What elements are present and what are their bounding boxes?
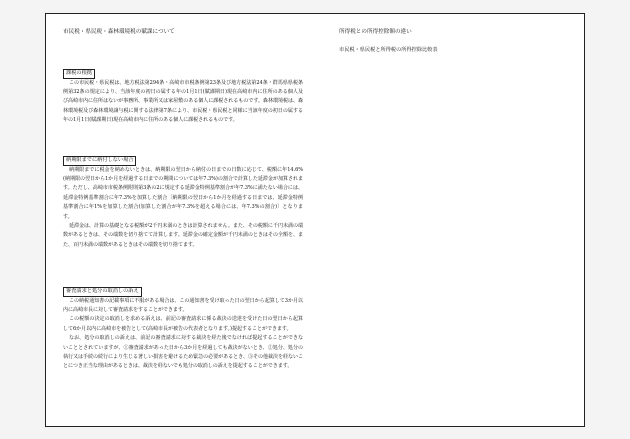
section-heading: 納期限までに納付しない場合: [63, 156, 136, 166]
left-column: [63, 28, 303, 370]
section-late-payment: [63, 146, 303, 250]
section-heading: 審査請求と処分の取消しの訴え: [63, 287, 142, 297]
document-page: [45, 13, 585, 427]
paragraph: この納税通知書の記載事項に不服がある場合は、この通知書を受け取った日の翌日から起算して3か月以内に高崎市長に対して審査請求をすることができます。: [63, 297, 303, 313]
section-tax-basis: [63, 59, 303, 126]
right-column: [339, 28, 569, 59]
right-title: 所得税との所得控除額の違い: [339, 29, 412, 35]
paragraph: この税額の決定の取消しを求める訴えは、前記の審査請求に係る裁決の送達を受けた日の翌日から起算して6か月以内に高崎市を被告として(高崎市長が被告の代表者となります。)提起することができます。: [63, 316, 303, 332]
paragraph: 延滞金は、計算の基礎となる税額が2千円未満のときは計算されません。また、その税額に千円未満の端数があるときは、その端数を切り捨てて計算します。延滞金の確定金額が千円未満のときはその全額を、また、百円未満の端数があるときはその端数を切り捨てます。: [63, 222, 303, 248]
comparison-table-title: 市民税・県民税と所得税の所得控除比較表: [339, 47, 438, 53]
paragraph: 納期限までに税金を納めないときは、納期限の翌日から納付の日までの日数に応じて、税額に年14.6%(納期限の翌日から1か月を経過する日までの期間については年7.3%)の割合で計算した延滞金が加算されます。ただし、高崎市市税条例附則第3条の2に規定する延滞金特例基準割合が年7.3%に満たない場合には、延滞金特例基準割合に年7.3%を加算した割合〔納期限の翌日から1か月を経過する日までは、延滞金特例基準割合に年1%を加算した割合(加算した割合が年7.3%を超える場合には、年7.3%の割合)〕となります。: [63, 166, 303, 220]
section-heading: 課税の根拠: [63, 69, 95, 79]
section-appeal: [63, 277, 303, 372]
paragraph: なお、処分の取消しの訴えは、前記の審査請求に対する裁決を経た後でなければ提起することができないこととされていますが、①審査請求があった日から3か月を経過しても裁決がないとき、②処分、処分の執行又は手続の続行により生じる著しい損害を避けるため緊急の必要があるとき、③その他裁決を経ないことにつき正当な理由があるときは、裁決を経ないでも処分の取消しの訴えを提起することができます。: [63, 335, 303, 370]
page-title: 市民税・県民税・森林環境税の賦課について: [63, 29, 175, 35]
paragraph: この市民税・県民税は、地方税法第294条・高崎市市税条例第23条及び地方税法第24条・群馬県県税条例第32条の規定により、当該年度の初日の属する年の1月1日(賦課期日)現在高崎市内に住所のある個人及び高崎市内に住所はないが事務所、事業所又は家屋敷のある個人に課税されるものです。森林環境税は、森林環境税及び森林環境譲与税に関する法律第7条により、市民税・県民税と同様に当該年度の初日の属する年の1月1日(賦課期日)現在高崎市内に住所のある個人に課税されるものです。: [63, 79, 303, 124]
